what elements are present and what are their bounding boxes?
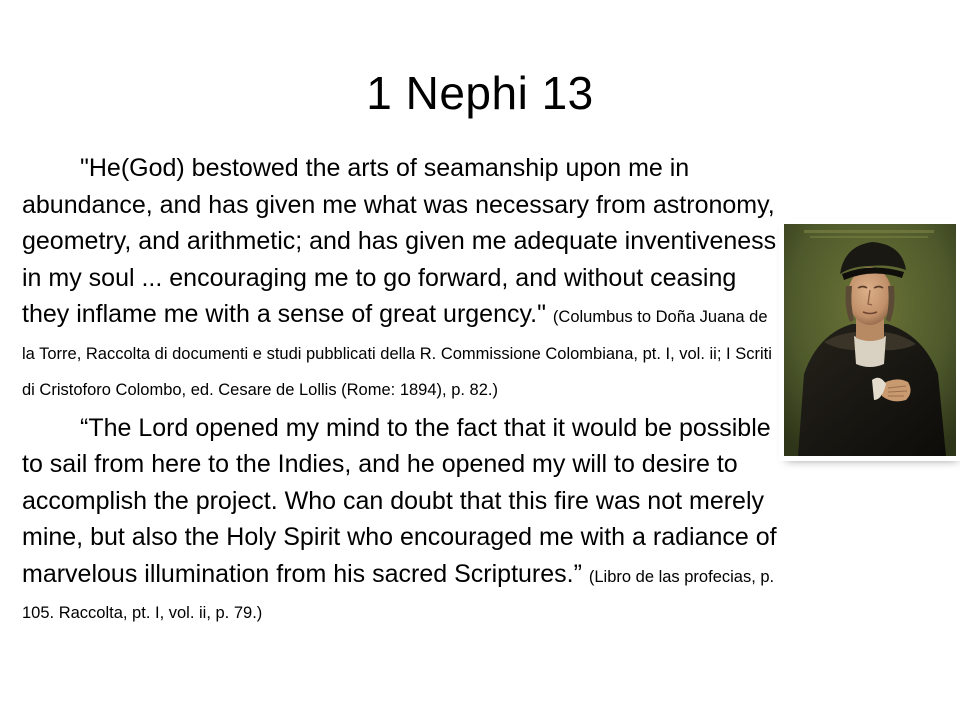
- quote-paragraph: [22, 150, 782, 406]
- quote-citation: (Columbus to Doña Juana de la Torre, Raccolta di documenti e studi pubblicati della R. Commissione Colombiana, pt. I, vol. ii; I Scriti di Cristoforo Colombo, ed. Cesare de Lollis (Rome: 1894), p. 82.): [22, 308, 772, 399]
- quote-paragraph: [22, 410, 782, 629]
- quote-text: “The Lord opened my mind to the fact that it would be possible to sail from here to the Indies, and he opened my will to desire to accomplish the project. Who can doubt that this fire was not merely mine, but also the Holy Spirit who encouraged me with a radiance of marvelous illumination from his sacred Scriptures.”: [22, 413, 777, 588]
- columbus-portrait-image: [784, 224, 956, 456]
- quote-citation: (Libro de las profecias, p. 105. Raccolta, pt. I, vol. ii, p. 79.): [22, 567, 775, 622]
- quote-text: "He(God) bestowed the arts of seamanship upon me in abundance, and has given me what was necessary from astronomy, geometry, and arithmetic; and has given me adequate inventiveness in my soul ... encouraging me to go forward, and without ceasing they inflame me with a sense of great urgency.": [22, 154, 777, 328]
- quote-body: [22, 150, 782, 633]
- portrait-hand: [882, 379, 911, 401]
- portrait-painting: [784, 224, 956, 456]
- slide-title: 1 Nephi 13: [366, 67, 594, 119]
